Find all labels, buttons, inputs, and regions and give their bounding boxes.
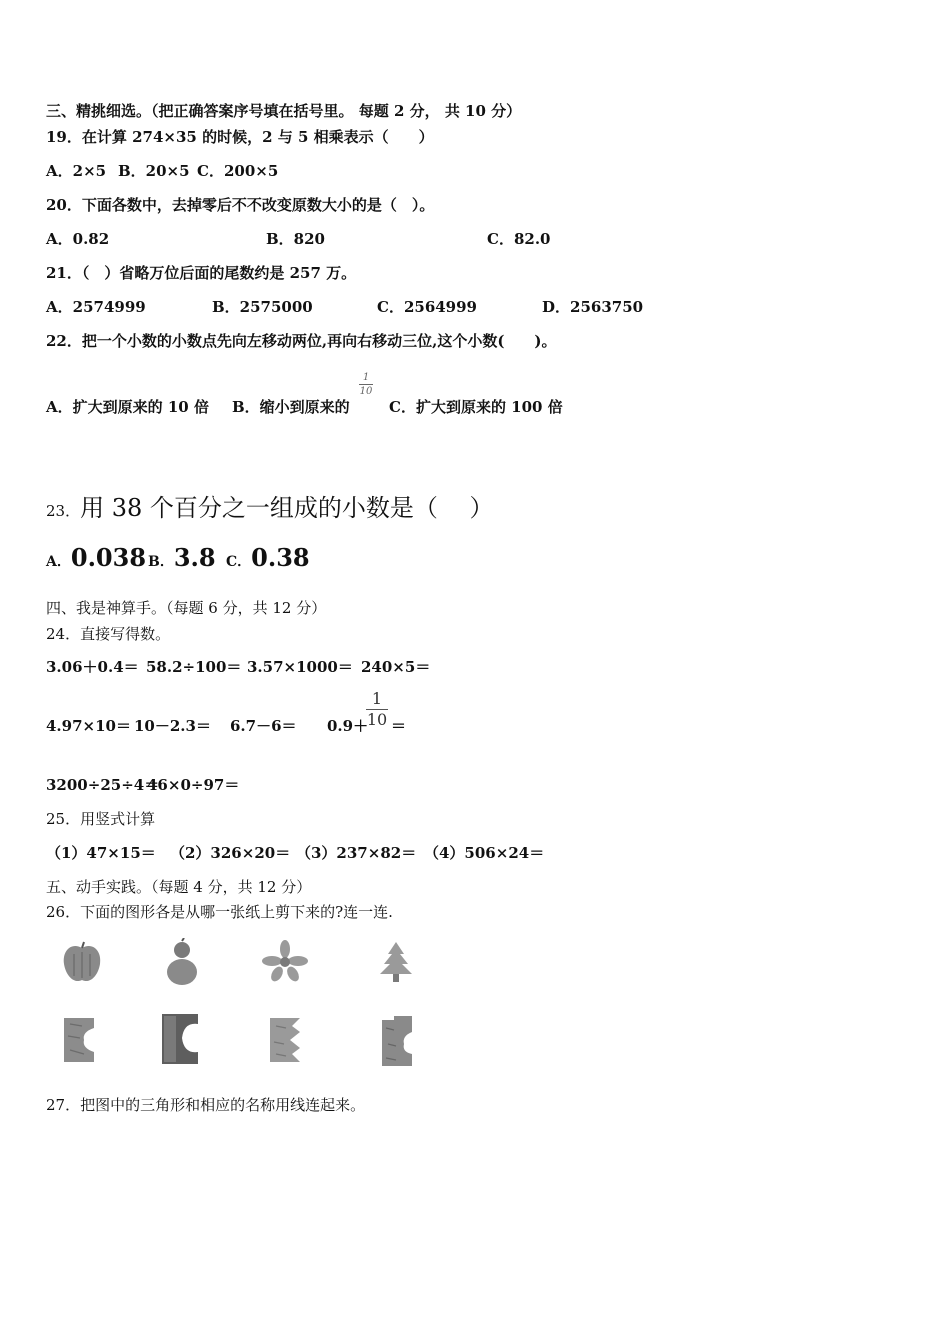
q19-option-b: B．20×5 <box>118 162 190 180</box>
folded-paper-icon <box>268 1014 302 1066</box>
q22-stem: 22．把一个小数的小数点先向左移动两位,再向右移动三位,这个小数( )。 <box>46 332 557 350</box>
section4-title: 四、我是神算手。（每题 6 分，共 12 分） <box>46 599 327 617</box>
q23-stem: 用 38 个百分之一组成的小数是（ ） <box>80 494 494 522</box>
q27-stem: 27．把图中的三角形和相应的名称用线连起来。 <box>46 1096 366 1114</box>
q25-item: （4）506×24＝ <box>424 844 545 862</box>
q20-option-b: B．820 <box>266 230 325 248</box>
q25-item: （1）47×15＝ <box>46 844 156 862</box>
q22-option-c: C．扩大到原来的 100 倍 <box>389 398 563 416</box>
q24-expr: 10－2.3＝ <box>134 717 211 735</box>
q21-option-c: C．2564999 <box>377 298 477 316</box>
q24-expr-fraction-prefix: 0.9＋ <box>327 717 369 735</box>
q24-expr-fraction-suffix: ＝ <box>391 717 407 735</box>
q24-expr: 240×5＝ <box>361 658 431 676</box>
q20-stem: 20．下面各数中，去掉零后不不改变原数大小的是（ ）。 <box>46 196 435 214</box>
q23-stem-line <box>46 492 494 527</box>
q24-expr: 3200÷25÷4＝ <box>46 776 160 794</box>
q23-option-a-value: 0.038 <box>70 543 147 572</box>
q24-expr: 4.97×10＝ <box>46 717 131 735</box>
q23-option-c <box>226 543 310 577</box>
gourd-cutout-icon <box>162 938 202 988</box>
q24-expr: 58.2÷100＝ <box>146 658 242 676</box>
q22-option-a: A．扩大到原来的 10 倍 <box>46 398 209 416</box>
q23-number: 23． <box>46 502 81 520</box>
folded-paper-icon <box>62 1014 96 1066</box>
q25-item: （2）326×20＝ <box>170 844 291 862</box>
section5-title: 五、动手实践。（每题 4 分，共 12 分） <box>46 878 312 896</box>
q24-expr: 3.06＋0.4＝ <box>46 658 139 676</box>
q25-stem: 25．用竖式计算 <box>46 810 156 828</box>
q22-fraction-denominator: 10 <box>359 386 373 397</box>
q23-option-b-value: 3.8 <box>173 543 216 572</box>
q24-expr: 3.57×1000＝ <box>247 658 353 676</box>
q23-option-a-label: A． <box>46 554 71 570</box>
q24-expr: 6.7－6＝ <box>230 717 297 735</box>
folded-paper-icon <box>160 1012 200 1066</box>
q21-option-d: D．2563750 <box>542 298 644 316</box>
q19-option-c: C．200×5 <box>197 162 279 180</box>
apple-cutout-icon <box>58 938 106 986</box>
q23-option-a <box>46 543 146 577</box>
q20-option-c: C．82.0 <box>487 230 551 248</box>
q24-fraction-denominator: 10 <box>366 710 388 729</box>
q26-stem: 26．下面的图形各是从哪一张纸上剪下来的?连一连. <box>46 903 393 921</box>
q22-fraction-numerator: 1 <box>362 372 370 383</box>
q23-option-c-value: 0.38 <box>251 543 310 572</box>
q19-stem: 19．在计算 274×35 的时候，2 与 5 相乘表示（ ） <box>46 128 434 146</box>
q24-fraction <box>366 690 388 729</box>
q25-item: （3）237×82＝ <box>296 844 417 862</box>
section3-title: 三、精挑细选。（把正确答案序号填在括号里。 每题 2 分， 共 10 分） <box>46 102 522 120</box>
tree-cutout-icon <box>376 940 416 984</box>
q20-option-a: A．0.82 <box>46 230 110 248</box>
q21-option-b: B．2575000 <box>212 298 313 316</box>
q23-option-b <box>148 543 216 577</box>
q23-option-b-label: B． <box>148 554 174 570</box>
flower-cutout-icon <box>262 940 308 982</box>
q24-expr: 46×0÷97＝ <box>147 776 240 794</box>
q22-fraction <box>359 372 373 397</box>
q21-stem: 21．（ ）省略万位后面的尾数约是 257 万。 <box>46 264 357 282</box>
folded-paper-icon <box>380 1014 414 1068</box>
q22-option-b: B．缩小到原来的 <box>232 398 350 416</box>
q24-stem: 24．直接写得数。 <box>46 625 171 643</box>
q23-option-c-label: C． <box>226 554 252 570</box>
q19-option-a: A．2×5 <box>46 162 107 180</box>
q21-option-a: A．2574999 <box>46 298 146 316</box>
q24-fraction-numerator: 1 <box>371 689 383 708</box>
